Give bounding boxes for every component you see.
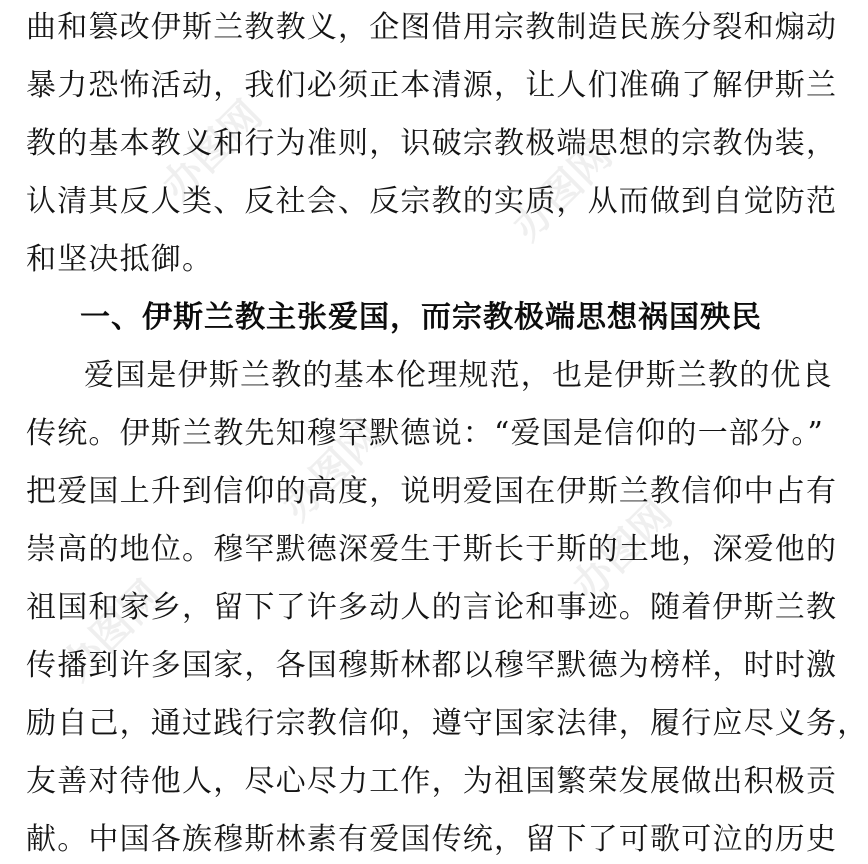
- text-line: 暴力恐怖活动，我们必须正本清源，让人们准确了解伊斯兰: [26, 68, 838, 103]
- watermark: 办图网: [153, 92, 272, 210]
- text-line: 友善对待他人，尽心尽力工作，为祖国繁荣发展做出积极贡: [26, 764, 838, 799]
- text-line: 传统。伊斯兰教先知穆罕默德说：“爱国是信仰的一部分。”: [26, 416, 825, 451]
- text-line: 传播到许多国家，各国穆斯林都以穆罕默德为榜样，时时激: [26, 648, 838, 683]
- text-line: 曲和篡改伊斯兰教教义，企图借用宗教制造民族分裂和煽动: [26, 10, 838, 45]
- watermark: 办图网: [53, 572, 172, 690]
- watermark: 办图网: [503, 132, 622, 250]
- text-line: 爱国是伊斯兰教的基本伦理规范，也是伊斯兰教的优良: [84, 358, 833, 393]
- watermark: 办图网: [563, 492, 682, 610]
- text-line: 认清其反人类、反社会、反宗教的实质，从而做到自觉防范: [26, 184, 838, 219]
- text-line: 崇高的地位。穆罕默德深爱生于斯长于斯的土地，深爱他的: [26, 532, 838, 567]
- text-line: 励自己，通过践行宗教信仰，遵守国家法律，履行应尽义务，: [26, 706, 868, 741]
- section-heading: 一、伊斯兰教主张爱国，而宗教极端思想祸国殃民: [80, 300, 762, 335]
- text-line: 教的基本教义和行为准则，识破宗教极端思想的宗教伪装，: [26, 126, 838, 161]
- text-line: 祖国和家乡，留下了许多动人的言论和事迹。随着伊斯兰教: [26, 590, 838, 625]
- watermark: 办图网: [273, 412, 392, 530]
- text-line: 和坚决抵御。: [26, 242, 214, 277]
- text-line: 把爱国上升到信仰的高度，说明爱国在伊斯兰教信仰中占有: [26, 474, 838, 509]
- text-line: 献。中国各族穆斯林素有爱国传统，留下了可歌可泣的历史: [26, 822, 838, 857]
